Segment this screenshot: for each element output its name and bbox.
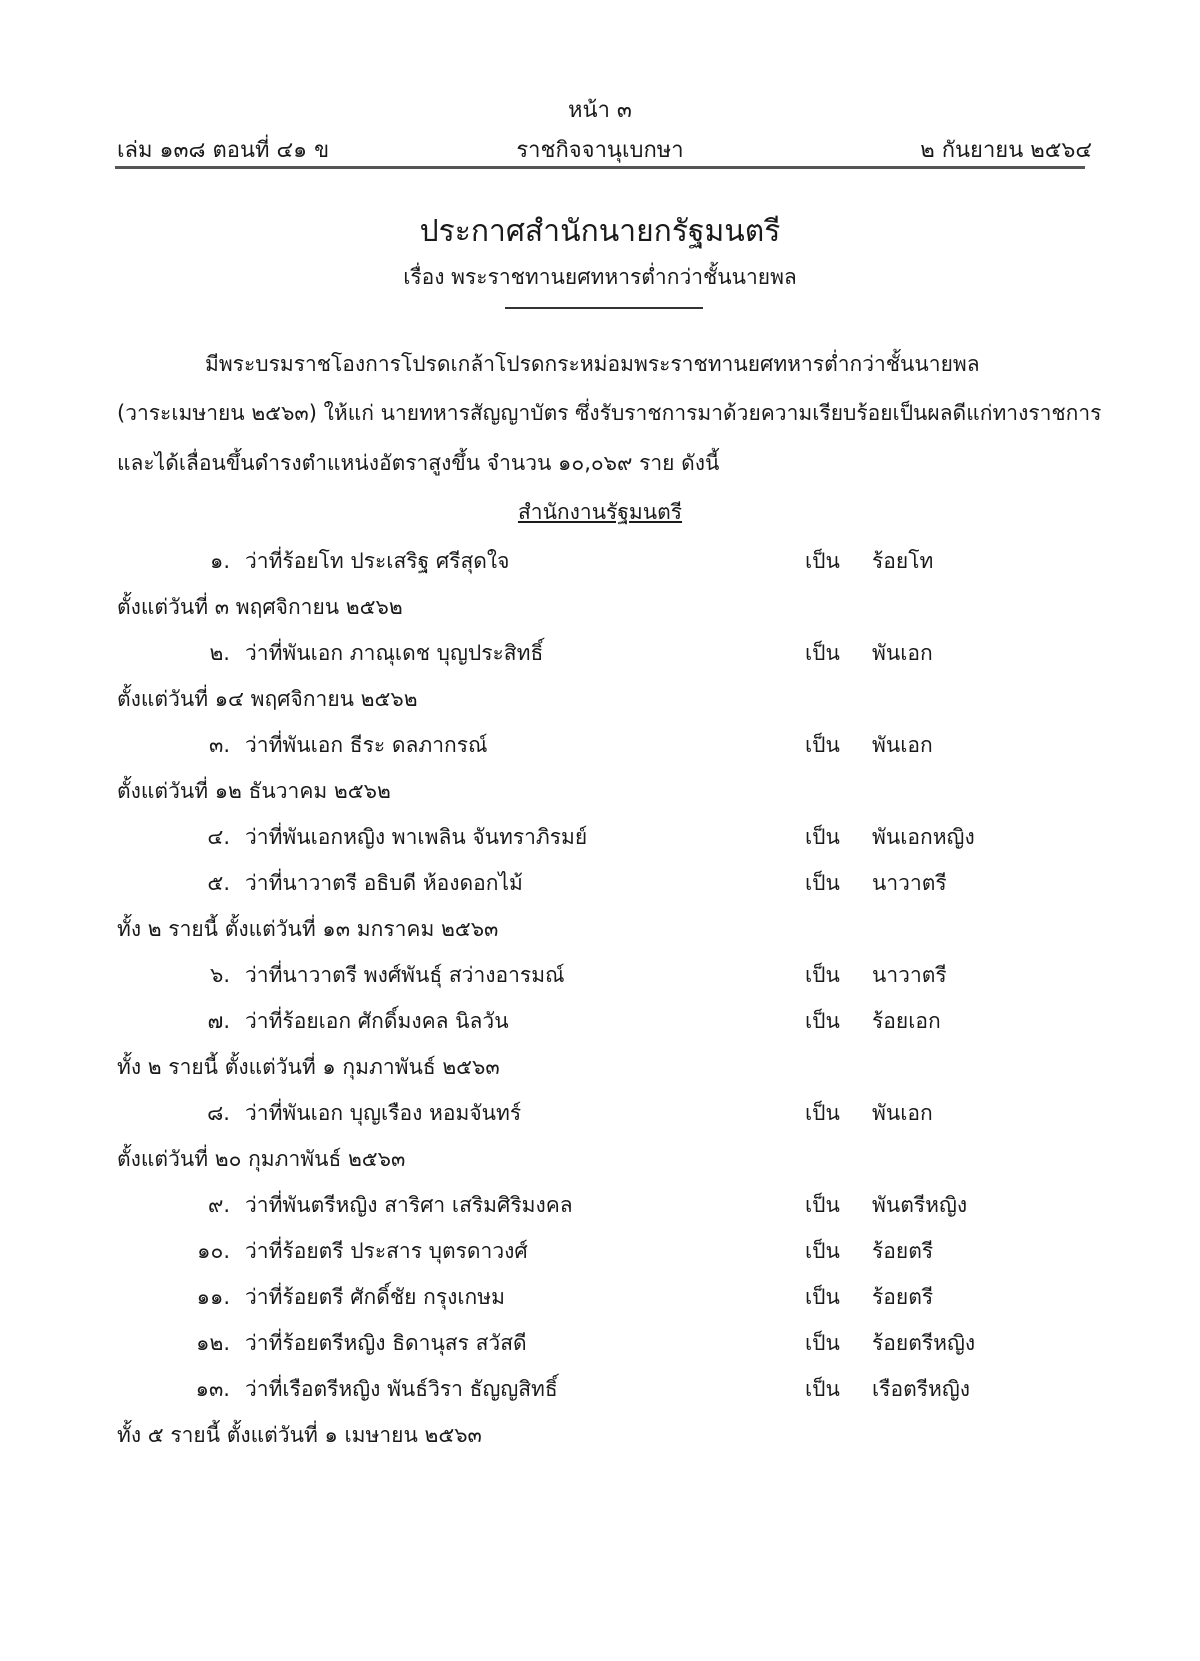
entry-to-label: เป็น — [805, 1193, 840, 1217]
entry-to-label: เป็น — [805, 1377, 840, 1401]
entry-rank: นาวาตรี — [872, 871, 947, 895]
entry-rank: ร้อยตรีหญิง — [872, 1331, 976, 1355]
entry-number: ๑๐. — [197, 1239, 230, 1263]
entry-number: ๔. — [207, 825, 230, 849]
entry-to-label: เป็น — [805, 1331, 840, 1355]
entry-to-label: เป็น — [805, 963, 840, 987]
entry-name: ว่าที่พันเอก ธีระ ดลภากรณ์ — [245, 733, 488, 757]
paragraph-line-3: และได้เลื่อนขึ้นดำรงตำแหน่งอัตราสูงขึ้น จำนวน ๑๐,๐๖๙ ราย ดังนี้ — [117, 451, 720, 475]
entry-number: ๙. — [207, 1193, 230, 1217]
title-divider — [505, 307, 703, 309]
entry-number: ๕. — [207, 871, 230, 895]
paragraph-line-1: มีพระบรมราชโองการโปรดเกล้าโปรดกระหม่อมพระราชทานยศทหารต่ำกว่าชั้นนายพล — [205, 352, 980, 376]
entry-name: ว่าที่พันเอกหญิง พาเพลิน จันทราภิรมย์ — [245, 825, 588, 849]
entry-name: ว่าที่ร้อยโท ประเสริฐ ศรีสุดใจ — [245, 549, 510, 573]
entry-name: ว่าที่ร้อยตรี ประสาร บุตรดาวงศ์ — [245, 1239, 528, 1263]
entry-name: ว่าที่พันเอก ภาณุเดช บุญประสิทธิ์ — [245, 641, 544, 665]
entry-to-label: เป็น — [805, 641, 840, 665]
effective-date-line: ตั้งแต่วันที่ ๑๒ ธันวาคม ๒๕๖๒ — [117, 779, 391, 803]
volume-issue: เล่ม ๑๓๘ ตอนที่ ๔๑ ข — [117, 138, 330, 163]
entry-name: ว่าที่พันตรีหญิง สาริศา เสริมศิริมงคล — [245, 1193, 573, 1217]
entry-name: ว่าที่พันเอก บุญเรือง หอมจันทร์ — [245, 1101, 522, 1125]
effective-date-line: ตั้งแต่วันที่ ๒๐ กุมภาพันธ์ ๒๕๖๓ — [117, 1147, 406, 1171]
entry-name: ว่าที่ร้อยเอก ศักดิ์มงคล นิลวัน — [245, 1009, 509, 1033]
entry-name: ว่าที่ร้อยตรี ศักดิ์ชัย กรุงเกษม — [245, 1285, 505, 1309]
entry-number: ๖. — [209, 963, 230, 987]
entry-to-label: เป็น — [805, 1101, 840, 1125]
header-divider — [115, 166, 1085, 169]
entry-number: ๓. — [208, 733, 230, 757]
effective-date-line: ทั้ง ๒ รายนี้ ตั้งแต่วันที่ ๑ กุมภาพันธ์ ๒๕๖๓ — [117, 1055, 500, 1079]
entry-rank: พันเอก — [872, 641, 933, 665]
effective-date-line: ทั้ง ๒ รายนี้ ตั้งแต่วันที่ ๑๓ มกราคม ๒๕๖๓ — [117, 917, 499, 941]
entry-name: ว่าที่เรือตรีหญิง พันธ์วิรา ธัญญสิทธิ์ — [245, 1377, 558, 1401]
effective-date-line: ทั้ง ๕ รายนี้ ตั้งแต่วันที่ ๑ เมษายน ๒๕๖๓ — [117, 1423, 482, 1447]
entry-rank: เรือตรีหญิง — [872, 1377, 970, 1401]
entry-number: ๑๓. — [195, 1377, 230, 1401]
publication-date: ๒ กันยายน ๒๕๖๔ — [920, 138, 1092, 163]
entry-number: ๑๑. — [196, 1285, 230, 1309]
paragraph-line-2: (วาระเมษายน ๒๕๖๓) ให้แก่ นายทหารสัญญาบัตร ซึ่งรับราชการมาด้วยความเรียบร้อยเป็นผลดีแก่ทางราชการ — [117, 401, 1102, 425]
entry-rank: ร้อยโท — [872, 549, 934, 573]
entry-rank: พันเอก — [872, 733, 933, 757]
entry-number: ๒. — [209, 641, 230, 665]
entry-number: ๘. — [207, 1101, 230, 1125]
entry-to-label: เป็น — [805, 1009, 840, 1033]
effective-date-line: ตั้งแต่วันที่ ๓ พฤศจิกายน ๒๕๖๒ — [117, 595, 403, 619]
document-subject: เรื่อง พระราชทานยศทหารต่ำกว่าชั้นนายพล — [403, 265, 797, 289]
entry-to-label: เป็น — [805, 549, 840, 573]
entry-name: ว่าที่นาวาตรี อธิบดี ห้องดอกไม้ — [245, 871, 523, 895]
entry-to-label: เป็น — [805, 1239, 840, 1263]
entry-name: ว่าที่ร้อยตรีหญิง ธิดานุสร สวัสดี — [245, 1331, 527, 1355]
entry-rank: ร้อยเอก — [872, 1009, 941, 1033]
entry-number: ๗. — [207, 1009, 230, 1033]
entry-number: ๑. — [209, 549, 230, 573]
entry-number: ๑๒. — [196, 1331, 230, 1355]
entry-to-label: เป็น — [805, 1285, 840, 1309]
entry-rank: ร้อยตรี — [872, 1239, 934, 1263]
section-heading: สำนักงานรัฐมนตรี — [517, 500, 683, 524]
effective-date-line: ตั้งแต่วันที่ ๑๔ พฤศจิกายน ๒๕๖๒ — [117, 687, 418, 711]
entry-rank: พันตรีหญิง — [872, 1193, 968, 1217]
entry-to-label: เป็น — [805, 871, 840, 895]
entry-rank: นาวาตรี — [872, 963, 947, 987]
entry-name: ว่าที่นาวาตรี พงศ์พันธุ์ สว่างอารมณ์ — [245, 963, 565, 987]
document-title: ประกาศสำนักนายกรัฐมนตรี — [419, 214, 781, 249]
entry-rank: พันเอกหญิง — [872, 825, 975, 849]
entry-to-label: เป็น — [805, 733, 840, 757]
entry-to-label: เป็น — [805, 825, 840, 849]
page-number: หน้า ๓ — [568, 98, 632, 123]
entry-rank: พันเอก — [872, 1101, 933, 1125]
entry-rank: ร้อยตรี — [872, 1285, 934, 1309]
publication-name: ราชกิจจานุเบกษา — [516, 138, 684, 163]
